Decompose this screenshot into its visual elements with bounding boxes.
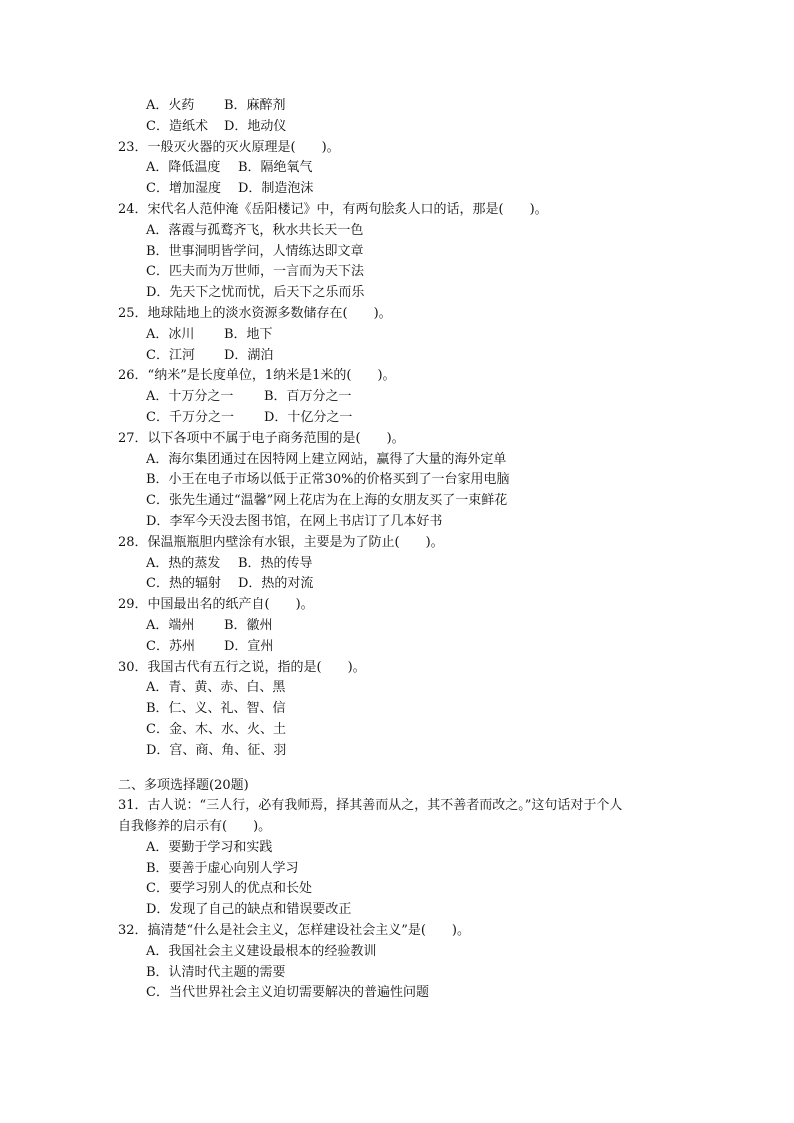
option-b: B．小王在电子市场以低于正常30%的价格买到了一台家用电脑 bbox=[146, 472, 510, 488]
option-d: D．湖泊 bbox=[224, 347, 274, 363]
option-b: B．认清时代主题的需要 bbox=[146, 964, 286, 980]
question-29-stem: 29．中国最出名的纸产自( )。 bbox=[118, 597, 314, 613]
option-b: B．仁、义、礼、智、信 bbox=[146, 701, 286, 717]
option-row bbox=[118, 96, 688, 117]
option-c: C．千万分之一 bbox=[146, 409, 234, 425]
option-d: D．热的对流 bbox=[238, 576, 314, 592]
option-row bbox=[118, 346, 688, 367]
option-d: D．十亿分之一 bbox=[264, 409, 353, 425]
option-row bbox=[118, 387, 688, 408]
option-b: B．徽州 bbox=[224, 617, 273, 633]
option-a: A．热的蒸发 bbox=[146, 555, 221, 571]
option-c: C．要学习别人的优点和长处 bbox=[146, 881, 312, 897]
option-d: D．宫、商、角、征、羽 bbox=[146, 742, 287, 758]
option-c: C．热的辐射 bbox=[146, 576, 221, 592]
question-24-stem: 24．宋代名人范仲淹《岳阳楼记》中，有两句脍炙人口的话，那是( )。 bbox=[118, 201, 548, 217]
option-d: D．李军今天没去图书馆，在网上书店订了几本好书 bbox=[146, 513, 443, 529]
option-b: B．百万分之一 bbox=[264, 389, 352, 405]
option-a: A．火药 bbox=[146, 98, 195, 113]
option-c: C．当代世界社会主义迫切需要解决的普遍性问题 bbox=[146, 985, 429, 1001]
option-c: C．苏州 bbox=[146, 638, 195, 654]
option-b: B．要善于虚心向别人学习 bbox=[146, 860, 299, 876]
option-row bbox=[118, 408, 688, 429]
option-b: B．热的传导 bbox=[238, 555, 313, 571]
question-23-stem: 23．一般灭火器的灭火原理是( )。 bbox=[118, 139, 340, 155]
option-c: C．江河 bbox=[146, 347, 195, 363]
option-a: A．冰川 bbox=[146, 326, 195, 342]
option-row bbox=[118, 616, 688, 637]
option-c: C．匹夫而为万世师，一言而为天下法 bbox=[146, 264, 364, 280]
option-b: B．地下 bbox=[224, 326, 273, 342]
option-c: C．造纸术 bbox=[146, 118, 208, 134]
option-c: C．增加湿度 bbox=[146, 181, 221, 197]
option-a: A．落霞与孤鹜齐飞，秋水共长天一色 bbox=[146, 222, 364, 238]
option-d: D．宣州 bbox=[224, 638, 274, 654]
question-30-stem: 30．我国古代有五行之说，指的是( )。 bbox=[118, 659, 366, 675]
option-row bbox=[118, 158, 688, 179]
option-d: D．地动仪 bbox=[224, 118, 287, 134]
option-a: A．端州 bbox=[146, 617, 195, 633]
question-31-stem-continued: 自我修养的启示有( )。 bbox=[118, 819, 272, 835]
question-25-stem: 25．地球陆地上的淡水资源多数储存在( )。 bbox=[118, 305, 392, 321]
option-d: D．制造泡沫 bbox=[238, 181, 314, 197]
option-b: B．麻醉剂 bbox=[224, 98, 286, 113]
option-a: A．降低温度 bbox=[146, 160, 221, 176]
question-32-stem: 32．搞清楚“什么是社会主义，怎样建设社会主义”是( )。 bbox=[118, 923, 470, 939]
question-27-stem: 27．以下各项中不属于电子商务范围的是( )。 bbox=[118, 430, 405, 446]
option-a: A．我国社会主义建设最根本的经验教训 bbox=[146, 943, 377, 959]
option-row bbox=[118, 554, 688, 575]
option-b: B．世事洞明皆学问，人情练达即文章 bbox=[146, 243, 364, 259]
option-d: D．先天下之忧而忧，后天下之乐而乐 bbox=[146, 285, 365, 301]
option-a: A．要勤于学习和实践 bbox=[146, 839, 273, 855]
option-a: A．十万分之一 bbox=[146, 389, 234, 405]
option-a: A．海尔集团通过在因特网上建立网站，赢得了大量的海外定单 bbox=[146, 451, 507, 467]
option-c: C．张先生通过“温馨”网上花店为在上海的女朋友买了一束鲜花 bbox=[146, 493, 508, 509]
option-row bbox=[118, 325, 688, 346]
option-row bbox=[118, 117, 688, 138]
option-row bbox=[118, 574, 688, 595]
option-c: C．金、木、水、火、土 bbox=[146, 721, 286, 737]
section-spacer bbox=[118, 762, 688, 776]
section-heading: 二、多项选择题(20题) bbox=[118, 777, 249, 793]
question-26-stem: 26．“纳米”是长度单位，1纳米是1米的( )。 bbox=[118, 368, 396, 384]
question-list bbox=[118, 96, 688, 1004]
option-d: D．发现了自己的缺点和错误要改正 bbox=[146, 902, 352, 918]
option-b: B．隔绝氧气 bbox=[238, 160, 313, 176]
option-row bbox=[118, 637, 688, 658]
question-28-stem: 28．保温瓶瓶胆内壁涂有水银，主要是为了防止( )。 bbox=[118, 534, 444, 550]
option-a: A．青、黄、赤、白、黑 bbox=[146, 680, 286, 696]
question-31-stem: 31．古人说：“三人行，必有我师焉，择其善而从之，其不善者而改之。”这句话对于个人 bbox=[118, 798, 623, 814]
option-row bbox=[118, 179, 688, 200]
